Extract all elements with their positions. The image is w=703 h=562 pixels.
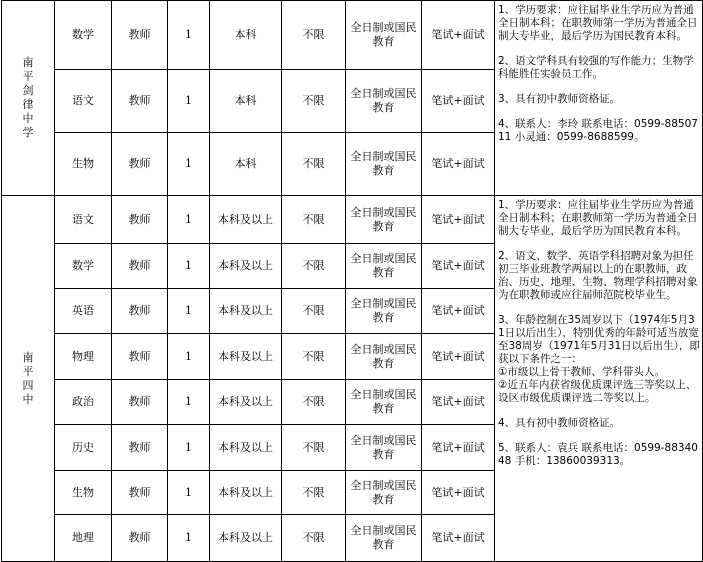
exam-cell: 笔试+面试 xyxy=(422,380,495,425)
note-item: 5、联系人：袁兵 联系电话：0599-8834048 手机：13860039313。 xyxy=(498,442,698,467)
exam-cell: 笔试+面试 xyxy=(422,244,495,289)
count-cell: 1 xyxy=(168,515,210,562)
position-cell: 教师 xyxy=(112,471,168,515)
major-cell: 不限 xyxy=(282,1,346,70)
school-b-group xyxy=(2,196,703,562)
education-cell: 本科及以上 xyxy=(210,380,282,425)
study-mode-cell: 全日制或国民教育 xyxy=(346,471,422,515)
position-cell: 教师 xyxy=(112,515,168,562)
education-cell: 本科及以上 xyxy=(210,289,282,334)
subject-cell: 数学 xyxy=(55,244,112,289)
exam-cell: 笔试+面试 xyxy=(422,334,495,380)
education-cell: 本科及以上 xyxy=(210,515,282,562)
study-mode-cell: 全日制或国民教育 xyxy=(346,380,422,425)
major-cell: 不限 xyxy=(282,515,346,562)
position-cell: 教师 xyxy=(112,133,168,196)
exam-cell: 笔试+面试 xyxy=(422,425,495,471)
exam-cell: 笔试+面试 xyxy=(422,70,495,133)
major-cell: 不限 xyxy=(282,133,346,196)
count-cell: 1 xyxy=(168,1,210,70)
count-cell: 1 xyxy=(168,70,210,133)
education-cell: 本科及以上 xyxy=(210,196,282,244)
education-cell: 本科 xyxy=(210,1,282,70)
position-cell: 教师 xyxy=(112,380,168,425)
count-cell: 1 xyxy=(168,133,210,196)
school-name-cell: 南平四中 xyxy=(2,196,55,562)
notes-cell xyxy=(495,1,703,196)
education-cell: 本科及以上 xyxy=(210,244,282,289)
subject-cell: 政治 xyxy=(55,380,112,425)
study-mode-cell: 全日制或国民教育 xyxy=(346,70,422,133)
notes-cell xyxy=(495,196,703,562)
count-cell: 1 xyxy=(168,289,210,334)
exam-cell: 笔试+面试 xyxy=(422,196,495,244)
study-mode-cell: 全日制或国民教育 xyxy=(346,196,422,244)
note-item: 3、具有初中教师资格证。 xyxy=(498,93,621,105)
count-cell: 1 xyxy=(168,471,210,515)
exam-cell: 笔试+面试 xyxy=(422,471,495,515)
position-cell: 教师 xyxy=(112,244,168,289)
major-cell: 不限 xyxy=(282,244,346,289)
table-row xyxy=(2,1,703,70)
exam-cell: 笔试+面试 xyxy=(422,289,495,334)
exam-cell: 笔试+面试 xyxy=(422,515,495,562)
exam-cell: 笔试+面试 xyxy=(422,133,495,196)
school-name-cell: 南平剑律中学 xyxy=(2,1,55,196)
subject-cell: 语文 xyxy=(55,70,112,133)
major-cell: 不限 xyxy=(282,70,346,133)
note-item: ②近五年内获省级优质课评选三等奖以上、设区市级优质课评选二等奖以上。 xyxy=(498,379,697,404)
count-cell: 1 xyxy=(168,334,210,380)
education-cell: 本科及以上 xyxy=(210,425,282,471)
subject-cell: 生物 xyxy=(55,133,112,196)
study-mode-cell: 全日制或国民教育 xyxy=(346,244,422,289)
subject-cell: 历史 xyxy=(55,425,112,471)
exam-cell: 笔试+面试 xyxy=(422,1,495,70)
major-cell: 不限 xyxy=(282,334,346,380)
study-mode-cell: 全日制或国民教育 xyxy=(346,515,422,562)
note-item: 4、联系人：李玲 联系电话：0599-8850711 小灵通：0599-8688599。 xyxy=(498,118,698,143)
count-cell: 1 xyxy=(168,425,210,471)
major-cell: 不限 xyxy=(282,289,346,334)
school-a-group xyxy=(2,1,703,196)
study-mode-cell: 全日制或国民教育 xyxy=(346,1,422,70)
count-cell: 1 xyxy=(168,244,210,289)
education-cell: 本科 xyxy=(210,133,282,196)
note-item: 1、学历要求：应往届毕业生学历应为普通全日制本科；在职教师第一学历为普通全日制大专毕业，最后学历为国民教育本科。 xyxy=(498,4,698,42)
education-cell: 本科及以上 xyxy=(210,471,282,515)
position-cell: 教师 xyxy=(112,1,168,70)
education-cell: 本科 xyxy=(210,70,282,133)
education-cell: 本科及以上 xyxy=(210,334,282,380)
study-mode-cell: 全日制或国民教育 xyxy=(346,425,422,471)
note-item: 2、语文、数学、英语学科招聘对象为担任初三毕业班教学两届以上的在职教师，政治、历史、地理、生物、物理学科招聘对象为在职教师或应往届师范院校毕业生。 xyxy=(498,250,698,301)
position-cell: 教师 xyxy=(112,289,168,334)
subject-cell: 英语 xyxy=(55,289,112,334)
note-item: 3、年龄控制在35周岁以下（1974年5月31日以后出生），特别优秀的年龄可适当放宽至38周岁（1971年5月31日以后出生），即获以下条件之一： xyxy=(498,314,700,365)
major-cell: 不限 xyxy=(282,196,346,244)
note-item: 4、具有初中教师资格证。 xyxy=(498,417,621,429)
major-cell: 不限 xyxy=(282,425,346,471)
count-cell: 1 xyxy=(168,380,210,425)
subject-cell: 物理 xyxy=(55,334,112,380)
study-mode-cell: 全日制或国民教育 xyxy=(346,289,422,334)
table-row xyxy=(2,196,703,244)
position-cell: 教师 xyxy=(112,196,168,244)
major-cell: 不限 xyxy=(282,380,346,425)
study-mode-cell: 全日制或国民教育 xyxy=(346,133,422,196)
position-cell: 教师 xyxy=(112,70,168,133)
note-item: 2、语文学科具有较强的写作能力；生物学科能胜任实验员工作。 xyxy=(498,55,694,80)
subject-cell: 地理 xyxy=(55,515,112,562)
subject-cell: 生物 xyxy=(55,471,112,515)
subject-cell: 语文 xyxy=(55,196,112,244)
count-cell: 1 xyxy=(168,196,210,244)
position-cell: 教师 xyxy=(112,334,168,380)
position-cell: 教师 xyxy=(112,425,168,471)
note-item: ①市级以上骨干教师、学科带头人。 xyxy=(498,366,665,378)
subject-cell: 数学 xyxy=(55,1,112,70)
note-item: 1、学历要求：应往届毕业生学历应为普通全日制本科；在职教师第一学历为普通全日制大专毕业，最后学历为国民教育本科。 xyxy=(498,199,698,237)
recruitment-table xyxy=(1,0,703,562)
major-cell: 不限 xyxy=(282,471,346,515)
study-mode-cell: 全日制或国民教育 xyxy=(346,334,422,380)
